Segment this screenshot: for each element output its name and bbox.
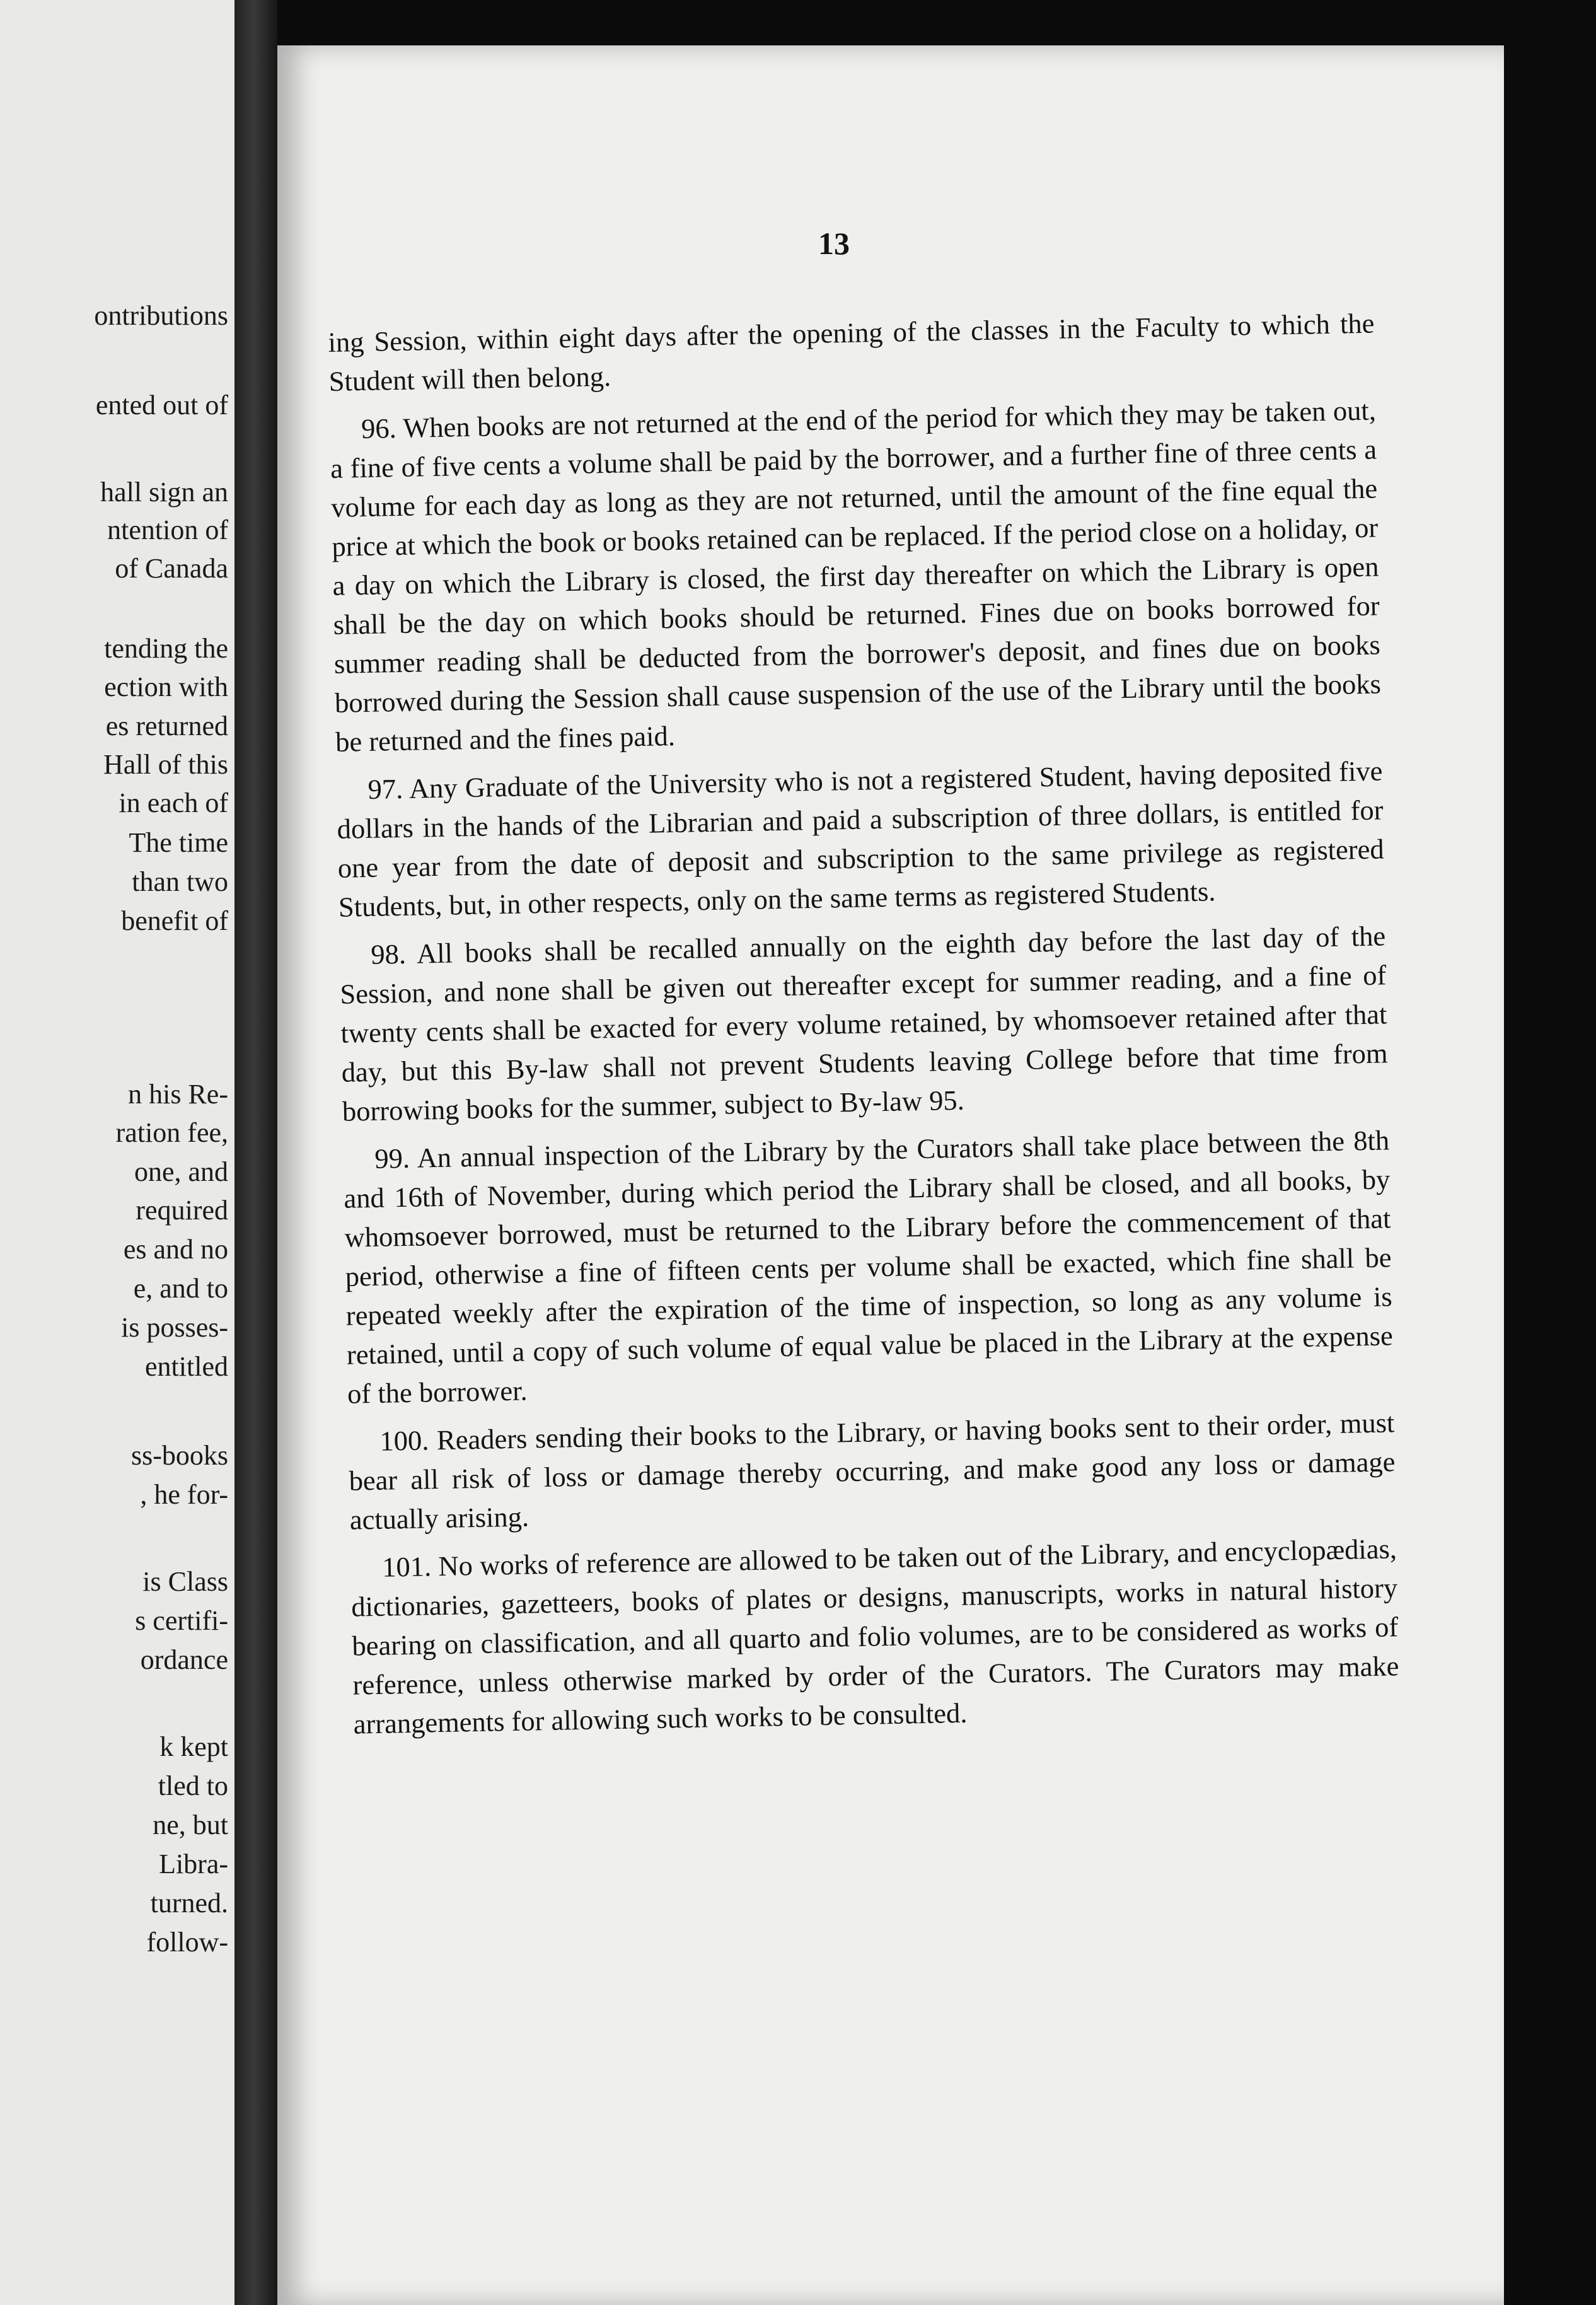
left-page-line: is Class — [142, 1566, 228, 1597]
left-page-line: n his Re- — [128, 1079, 228, 1110]
left-page-line: in each of — [119, 787, 228, 818]
left-page-line: es returned — [105, 711, 228, 741]
left-page-line: ordance — [140, 1644, 228, 1675]
left-page-line: than two — [132, 866, 228, 897]
right-page — [277, 45, 1504, 2305]
left-page-line: follow- — [146, 1927, 228, 1958]
left-page-line: ration fee, — [115, 1117, 228, 1148]
paragraph-99: 99. An annual inspection of the Library by the Curators shall take place between the 8th and 16th of November, during which period the Library shall be closed, and all books, by whomsoever borrowed, must be returned to the Library before the commencement of that period, otherwise a fine of fifteen cents per volume shall be exacted, which fine shall be repeated weekly after the expiration of the time of inspection, so long as any volume is retained, until a copy of such volume of equal value be placed in the Library at the expense of the borrower. — [343, 1124, 1394, 1410]
body-text — [328, 304, 1400, 1753]
left-page-line: required — [136, 1195, 228, 1226]
left-page-line: is posses- — [121, 1312, 228, 1343]
left-page-line: The time — [129, 827, 228, 858]
left-page-line: ss-books — [130, 1440, 228, 1471]
paragraph-continuation: ing Session, within eight days after the opening of the classes in the Faculty to which the Student will then belong. — [328, 307, 1375, 397]
left-page-line: tled to — [158, 1770, 228, 1801]
left-page-line: ntention of — [107, 514, 228, 545]
paragraph-97: 97. Any Graduate of the University who is not a registered Student, having deposited five dollars in the hands of the Librarian and paid a subscription of three dollars, is entitled for one year from the date of deposit and subscription to the same privilege as registered Students, but, in other respects, only on the same terms as registered Students. — [337, 755, 1385, 923]
left-page-line: benefit of — [121, 905, 228, 936]
left-page-line: e, and to — [133, 1273, 228, 1304]
left-page-line: , he for- — [140, 1479, 228, 1510]
left-page-line: hall sign an — [100, 477, 228, 508]
paragraph-96: 96. When books are not returned at the end of the period for which they may be taken out, a fine of five cents a volume shall be paid by the borrower, and a further fine of three cents a volume for each day as long as they are not returned, until the amount of the fine equal the price at which the book or books retained can be replaced. If the period close on a holiday, or a day on which the Library is closed, the first day thereafter on which the Library is open shall be the day on which books should be returned. Fines due on books borrowed for summer reading shall be deducted from the borrower's deposit, and fines due on books borrowed during the Session shall cause suspension of the use of the Library until the books be returned and the fines paid. — [330, 394, 1382, 758]
left-page-line: s certifi- — [135, 1605, 228, 1636]
left-page-line: turned. — [150, 1888, 228, 1919]
left-page-line: Hall of this — [103, 749, 228, 780]
left-page-line: ne, but — [153, 1809, 228, 1840]
left-page-line: one, and — [134, 1156, 228, 1187]
left-page-line: ented out of — [95, 390, 228, 421]
paragraph-100: 100. Readers sending their books to the Library, or having books sent to their order, must bear all risk of loss or damage thereby occurring, and make good any loss or damage actually arising. — [349, 1407, 1396, 1536]
left-page-line: es and no — [123, 1234, 228, 1265]
page-number: 13 — [818, 226, 850, 261]
left-page-line: k kept — [159, 1731, 228, 1762]
left-page-fragment — [0, 0, 234, 2305]
binding-gutter — [234, 0, 277, 2305]
left-page-line: ontributions — [94, 300, 228, 331]
left-page-line: entitled — [145, 1351, 228, 1382]
left-page-line: of Canada — [115, 553, 228, 584]
left-page-line: ection with — [104, 671, 228, 702]
left-page-line: Libra- — [159, 1849, 228, 1879]
paragraph-98: 98. All books shall be recalled annually on the eighth day before the last day of the Session, and none shall be given out thereafter except for summer reading, and a fine of twenty cents shall be exacted for every volume retained, by whomsoever retained after that day, but this By-law shall not prevent Students leaving College before that time from borrowing books for the summer, subject to By-law 95. — [340, 920, 1388, 1127]
left-page-line: tending the — [104, 633, 228, 664]
paragraph-101: 101. No works of reference are allowed to be taken out of the Library, and encyclopædias, dictionaries, gazetteers, books of plates or designs, manuscripts, works in natural history bearing on classification, and all quarto and folio volumes, are to be considered as works of reference, unless otherwise marked by order of the Curators. The Curators may make arrangements for allowing such works to be consulted. — [350, 1533, 1399, 1740]
